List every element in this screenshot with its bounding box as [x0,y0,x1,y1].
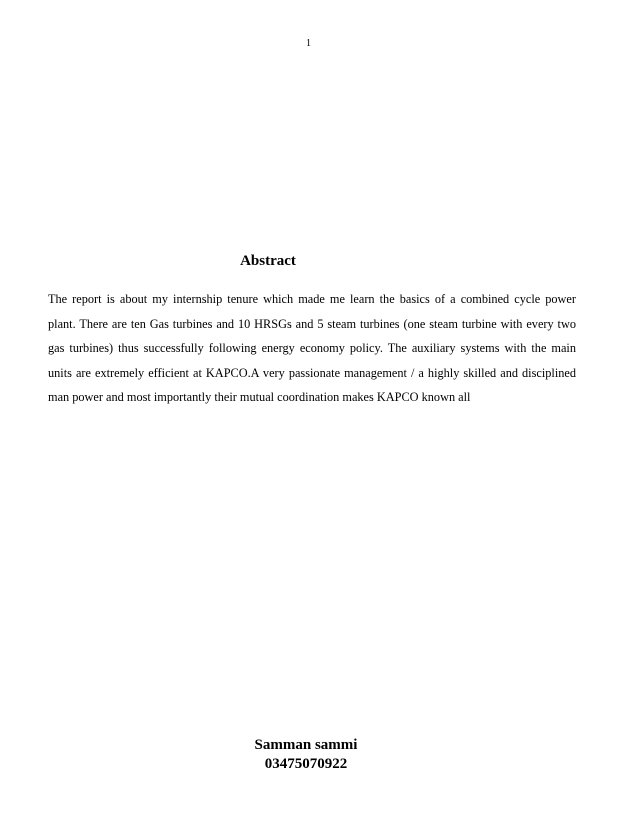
abstract-line-2: plant. There are ten Gas turbines and 10 HRSGs and 5 steam turbines (one steam turbine with every two [48,316,576,331]
author-name: Samman sammi [254,737,358,753]
abstract-line-3: gas turbines) thus successfully following energy economy policy. The auxiliary systems with the main [48,341,576,356]
page-number: 1 [306,38,311,49]
abstract-line-4: units are extremely efficient at KAPCO.A very passionate management / a highly skilled and disciplined [48,365,576,380]
author-phone: 03475070922 [264,756,348,772]
abstract-paragraph [48,287,576,410]
author-block [0,736,612,774]
abstract-heading: Abstract [240,253,296,269]
abstract-line-1: The report is about my internship tenure which made me learn the basics of a combined cycle power [48,292,576,306]
abstract-line-5: man power and most importantly their mutual coordination makes KAPCO known all [48,390,471,405]
